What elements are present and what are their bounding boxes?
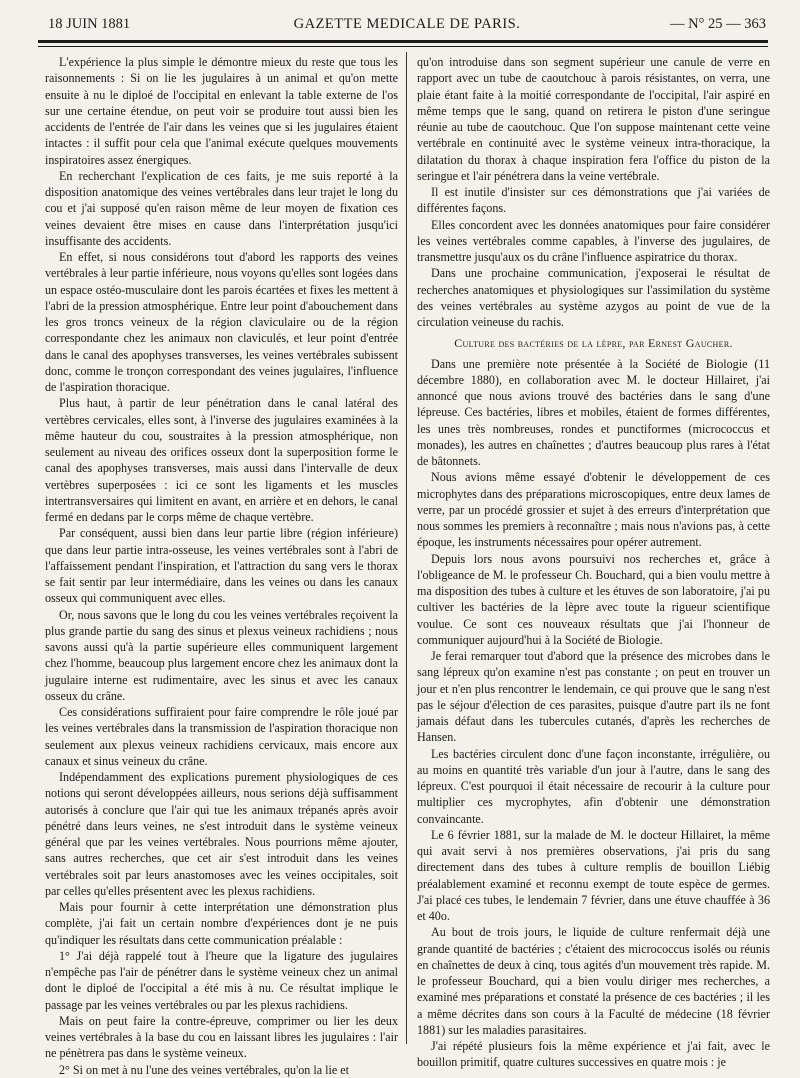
paragraph: Le 6 février 1881, sur la malade de M. le docteur Hillairet, la même qui avait servi à nos premières observations, j'ai pris du sang directement dans des tubes à culture remplis de bouillon Liébig préalablement examiné et reconnu exempt de toute espèce de germes. J'ai placé ces tubes, le lendemain 7 février, dans une étuve chauffée à 36 et 40o. (417, 827, 770, 923)
paragraph: Elles concordent avec les données anatomiques pour faire considérer les veines vertébrales comme capables, à l'inverse des jugulaires, de transmettre jusqu'aux os du crâne l'influence aspiratrice du thorax. (417, 217, 770, 264)
paragraph: Mais pour fournir à cette interprétation une démonstration plus complète, j'ai fait un certain nombre d'expériences dont je ne puis qu'indiquer les résultats dans cette communication préalable : (45, 900, 398, 947)
paragraph: Les bactéries circulent donc d'une façon inconstante, irrégulière, ou au moins en quantité très variable d'un jour à l'autre, dans le sang des lépreux. C'est pourquoi il était nécessaire de recourir à la culture pour multiplier ces mycrophytes, afin d'obtenir une démonstration convaincante. (417, 746, 770, 826)
journal-title: GAZETTE MEDICALE DE PARIS. (293, 16, 521, 32)
right-column (417, 54, 770, 1070)
issue-and-page-number: — N° 25 — 363 (669, 16, 766, 32)
left-column (45, 54, 398, 1077)
paragraph: Par conséquent, aussi bien dans leur partie libre (région inférieure) que dans leur partie intra-osseuse, les veines vertébrales sont à l'abri de l'affaissement pendant l'inspiration, et l'attraction du sang vers le thorax se fait sentir par leur intermédiaire, dans les veines ou dans les canaux osseux qui communiquent avec elles. (45, 526, 398, 606)
paragraph: En recherchant l'explication de ces faits, je me suis reporté à la disposition anatomique des veines vertébrales dans leur trajet le long du cou et j'ai supposé qu'en raison même de leur moyen de fixation ces veines devaient être mises en cause dans l'interprétation jusqu'ici insuffisante des accidents. (45, 168, 398, 248)
header-rule-thin (38, 46, 768, 47)
paragraph: Au bout de trois jours, le liquide de culture renfermait déjà une grande quantité de bactéries ; c'étaient des micrococcus isolés ou réunis en chaînettes de deux à cinq, tous agités d'un mouvement très rapide. M. le professeur Bouchard, qui a bien voulu diriger mes recherches, a examiné mes préparations et constaté la présence de ces bactéries ; il les a même décrites dans son cours à la Faculté de médecine (18 février 1881) sur les maladies parasitaires. (417, 925, 770, 1037)
section-heading: Culture des bactéries de la lèpre, par Ernest Gaucher. (454, 336, 733, 351)
column-divider (406, 52, 407, 1044)
paragraph: 2° Si on met à nu l'une des veines vertébrales, qu'on la lie et (59, 1062, 349, 1077)
paragraph: Dans une prochaine communication, j'exposerai le résultat de recherches anatomiques et physiologiques sur l'assimilation du système des veines vertébrales au système azygos au point de vue de la circulation veineuse du rachis. (417, 266, 770, 329)
paragraph: Mais on peut faire la contre-épreuve, comprimer ou lier les deux veines vertébrales à la base du cou en laissant libres les jugulaires : l'air ne pénètrera pas dans le système veineux. (45, 1013, 398, 1061)
paragraph: L'expérience la plus simple le démontre mieux du reste que tous les raisonnements : Si on lie les jugulaires à un animal et qu'on mette ensuite à nu le diploé de l'occipital en enlevant la table externe de l'os sur une certaine étendue, on peut voir se produire tout aussi bien les accidents de l'entrée de l'air dans les veines que si les jugulaires étaient intactes : il suffit pour cela que l'animal exécute quelques mouvements inspiratoires assez énergiques. (45, 55, 398, 167)
running-header (48, 10, 766, 38)
paragraph: Ces considérations suffiraient pour faire comprendre le rôle joué par les veines vertébrales dans la transmission de l'aspiration thoracique non seulement aux plexus veineux rachidiens cervicaux, mais encore aux canaux et sinus veineux du crâne. (45, 705, 398, 768)
paragraph: Depuis lors nous avons poursuivi nos recherches et, grâce à l'obligeance de M. le professeur Ch. Bouchard, qui a bien voulu mettre à ma disposition des tubes à culture et les étuves de son laboratoire, j'ai pu cultiver les bactéries de la lèpre avec toute la rigueur scientifique voulue. Ce sont ces nouveaux résultats que j'ai l'honneur de communiquer aujourd'hui à la Société de Biologie. (417, 551, 770, 647)
header-rule-thick (38, 40, 768, 43)
paragraph: Nous avions même essayé d'obtenir le développement de ces microphytes dans des préparations microscopiques, entre deux lames de verre, par un procédé grossier et sujet à des erreurs d'interprétation que nous sommes les premiers à reconnaître ; mais nous n'avions pas, à cette époque, les instruments nécessaires pour opérer autrement. (417, 470, 770, 550)
paragraph: Il est inutile d'insister sur ces démonstrations que j'ai variées de différentes façons. (417, 185, 770, 216)
paragraph: Dans une première note présentée à la Société de Biologie (11 décembre 1880), en collaboration avec M. le docteur Hillairet, j'ai annoncé que nous avions trouvé des bactéries dans le sang d'une lépreuse. Ces bactéries, libres et mobiles, étaient de formes différentes, les unes très nombreuses, rondes et punctiformes (micrococcus et monades), les autres en chaînettes ; d'autres beaucoup plus rares à l'état de bâtonnets. (417, 356, 770, 468)
paragraph: Je ferai remarquer tout d'abord que la présence des microbes dans le sang lépreux qu'on examine n'est pas constante ; on peut en trouver un jour et n'en plus rencontrer le lendemain, ce qui prouve que le sang n'est pas le séjour d'élection de ces parasites, puisque d'autre part ils ne font jamais défaut dans les tubercules cutanés, d'après les recherches de Hansen. (417, 649, 770, 745)
paragraph: 1° J'ai déjà rappelé tout à l'heure que la ligature des jugulaires n'empêche pas l'air de pénétrer dans le système veineux chez un animal dont le diploé de l'occipital a été mis à nu. Ce résultat implique le passage par les veines vertébrales ou par les plexus rachidiens. (45, 948, 398, 1012)
paragraph: En effet, si nous considérons tout d'abord les rapports des veines vertébrales à leur partie inférieure, nous voyons qu'elles sont logées dans un espace ostéo-musculaire dont les parois écartées et fixes les mettent à l'abri de la pression atmosphérique. Entre leur point d'abouchement dans les gros troncs veineux de la région claviculaire ou de la région correspondante chez les animaux non claviculés, et leur point d'entrée dans le canal des apophyses transverses, les veines vertébrales subissent donc, comme le tronçon correspondant des veines jugulaires, l'influence de l'aspiration thoracique. (45, 250, 398, 394)
paragraph: Indépendamment des explications purement physiologiques de ces notions qui seront développées ailleurs, nous serions déjà suffisamment autorisés à conclure que l'air qui tue les animaux trépanés après avoir pénétré dans leurs veines, ne s'est introduit dans le système veineux général que par les veines vertébrales. Nous pourrions même ajouter, sans autres recherches, que cet air s'est introduit dans les veines vertébrales soit par leurs anastomoses avec les veines occipitales, soit par celles qu'elles présentent avec les plexus rachidiens. (45, 770, 398, 898)
paragraph: J'ai répété plusieurs fois la même expérience et j'ai fait, avec le bouillon primitif, quatre cultures successives en quatre mois : je (417, 1039, 770, 1070)
paragraph: Plus haut, à partir de leur pénétration dans le canal latéral des vertèbres cervicales, elles sont, à l'inverse des jugulaires examinées à la même hauteur du cou, soustraites à la pression atmosphérique, non seulement au niveau des orifices osseux dont la superposition forme le canal des apophyses transverses, mais aussi dans l'intervalle de deux vertèbres superposées : ici ce sont les ligaments et les muscles intertransversaires qui limitent en avant, en arrière et en dehors, le canal fermé en dedans par le corps même de chaque vertèbre. (45, 396, 398, 524)
issue-date: 18 JUIN 1881 (48, 16, 131, 32)
paragraph: Or, nous savons que le long du cou les veines vertébrales reçoivent la plus grande partie du sang des sinus et plexus veineux rachidiens ; nous savons aussi qu'à la partie supérieure elles communiquent largement chez l'homme, beaucoup plus largement encore chez les animaux dont la jugulaire interne est rudimentaire, avec les sinus et avec les canaux osseux du crâne. (45, 607, 398, 703)
paragraph: qu'on introduise dans son segment supérieur une canule de verre en rapport avec un tube de caoutchouc à parois résistantes, on verra, une plaie étant faite à la moitié correspondante de l'occipital, l'air aspiré en même temps que le sang, quand on retirera le piston d'une seringue réunie au tube de caoutchouc. Que l'on suppose maintenant cette veine vertébrale en continuité avec le système veineux intra-thoracique, la dilatation du thorax à chaque inspiration fera l'office du piston de la seringue et l'air pénétrera dans la veine vertébrale. (417, 55, 770, 183)
